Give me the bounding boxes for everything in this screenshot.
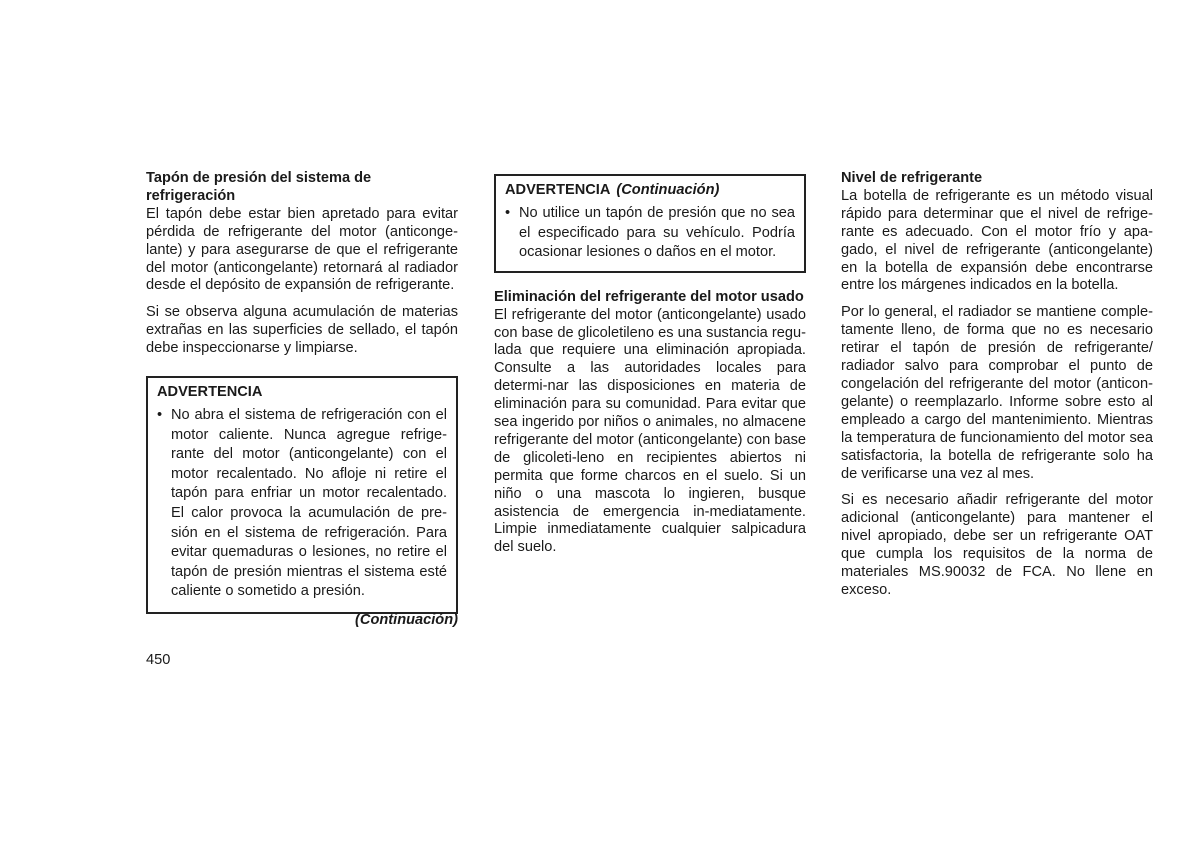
paragraph: El tapón debe estar bien apretado para evitar pérdida de refrigerante del motor (anticonge-lante) y para asegurarse de que el refrigerante del motor (anticongelante) retornará al radiador desde el depósito de expansión de refrigerante. xyxy=(146,205,458,294)
column-right xyxy=(841,170,1153,609)
continuation-label: (Continuación) xyxy=(355,612,458,628)
warning-box xyxy=(146,376,458,614)
section-heading-coolant-disposal: Eliminación del refrigerante del motor usado xyxy=(494,288,804,305)
warning-title xyxy=(505,182,795,200)
paragraph: Por lo general, el radiador se mantiene comple-tamente lleno, de forma que no es necesario retirar el tapón de presión de refrigerante/ radiador salvo para comprobar el punto de congelación del refrigerante del motor (anticon-gelante) o reemplazarlo. Informe sobre esto al empleado a cargo del mantenimiento. Mientras la temperatura de funcionamiento del motor sea satisfactoria, la botella de refrigerante solo ha de verificarse una vez al mes. xyxy=(841,304,1153,482)
column-middle xyxy=(494,174,806,566)
warning-title: ADVERTENCIA xyxy=(157,384,263,401)
bullet-icon: • xyxy=(157,406,163,423)
column-left xyxy=(146,170,458,614)
warning-item xyxy=(157,406,447,602)
paragraph: Si se observa alguna acumulación de materias extrañas en las superficies de sellado, el tapón debe inspeccionarse y limpiarse. xyxy=(146,304,458,357)
page-number: 450 xyxy=(146,652,171,668)
warning-text: No utilice un tapón de presión que no sea el especificado para su vehículo. Podría ocasionar lesiones o daños en el motor. xyxy=(519,204,795,261)
warning-text: No abra el sistema de refrigeración con el motor caliente. Nunca agregue refrige-rante del motor (anticongelante) con el motor recalentado. No afloje ni retire el tapón para enfriar un motor recalentado. El calor provoca la acumulación de pre-sión en el sistema de refrigeración. Para evitar quemaduras o lesiones, no retire el tapón de presión mientras el sistema esté caliente o sometido a presión. xyxy=(171,406,447,600)
section-heading-coolant-level: Nivel de refrigerante xyxy=(841,170,983,186)
warning-item xyxy=(505,204,795,263)
paragraph: La botella de refrigerante es un método visual rápido para determinar que el nivel de refrige-rante es adecuado. Con el motor frío y apa-gado, el nivel de refrigerante (anticongelante) en la botella de expansión debe encontrarse entre los márgenes indicados en la botella. xyxy=(841,187,1153,294)
warning-box-continued xyxy=(494,174,806,273)
warning-subtitle: (Continuación) xyxy=(616,182,720,198)
warning-title-text: ADVERTENCIA xyxy=(505,182,611,198)
paragraph: Si es necesario añadir refrigerante del motor adicional (anticongelante) para mantener el nivel apropiado, debe ser un refrigerante OAT que cumpla los requisitos de la norma de materiales MS.90032 de FCA. No llene en exceso. xyxy=(841,492,1153,598)
section-heading-pressure-cap: Tapón de presión del sistema de refrigeración xyxy=(146,170,372,204)
paragraph: El refrigerante del motor (anticongelante) usado con base de glicoletileno es una sustancia regu-lada que requiere una eliminación apropiada. Consulte a las autoridades locales para determi-nar las disposiciones en materia de eliminación para su comunidad. Para evitar que sea ingerido por niños o animales, no almacene refrigerante del motor (anticongelante) con base de glicoleti-leno en recipientes abiertos ni permita que forme charcos en el suelo. Si un niño o una mascota lo ingieren, busque asistencia de emergencia in-mediatamente. Limpie inmediatamente cualquier salpicadura del suelo. xyxy=(494,306,806,556)
bullet-icon: • xyxy=(505,204,511,221)
